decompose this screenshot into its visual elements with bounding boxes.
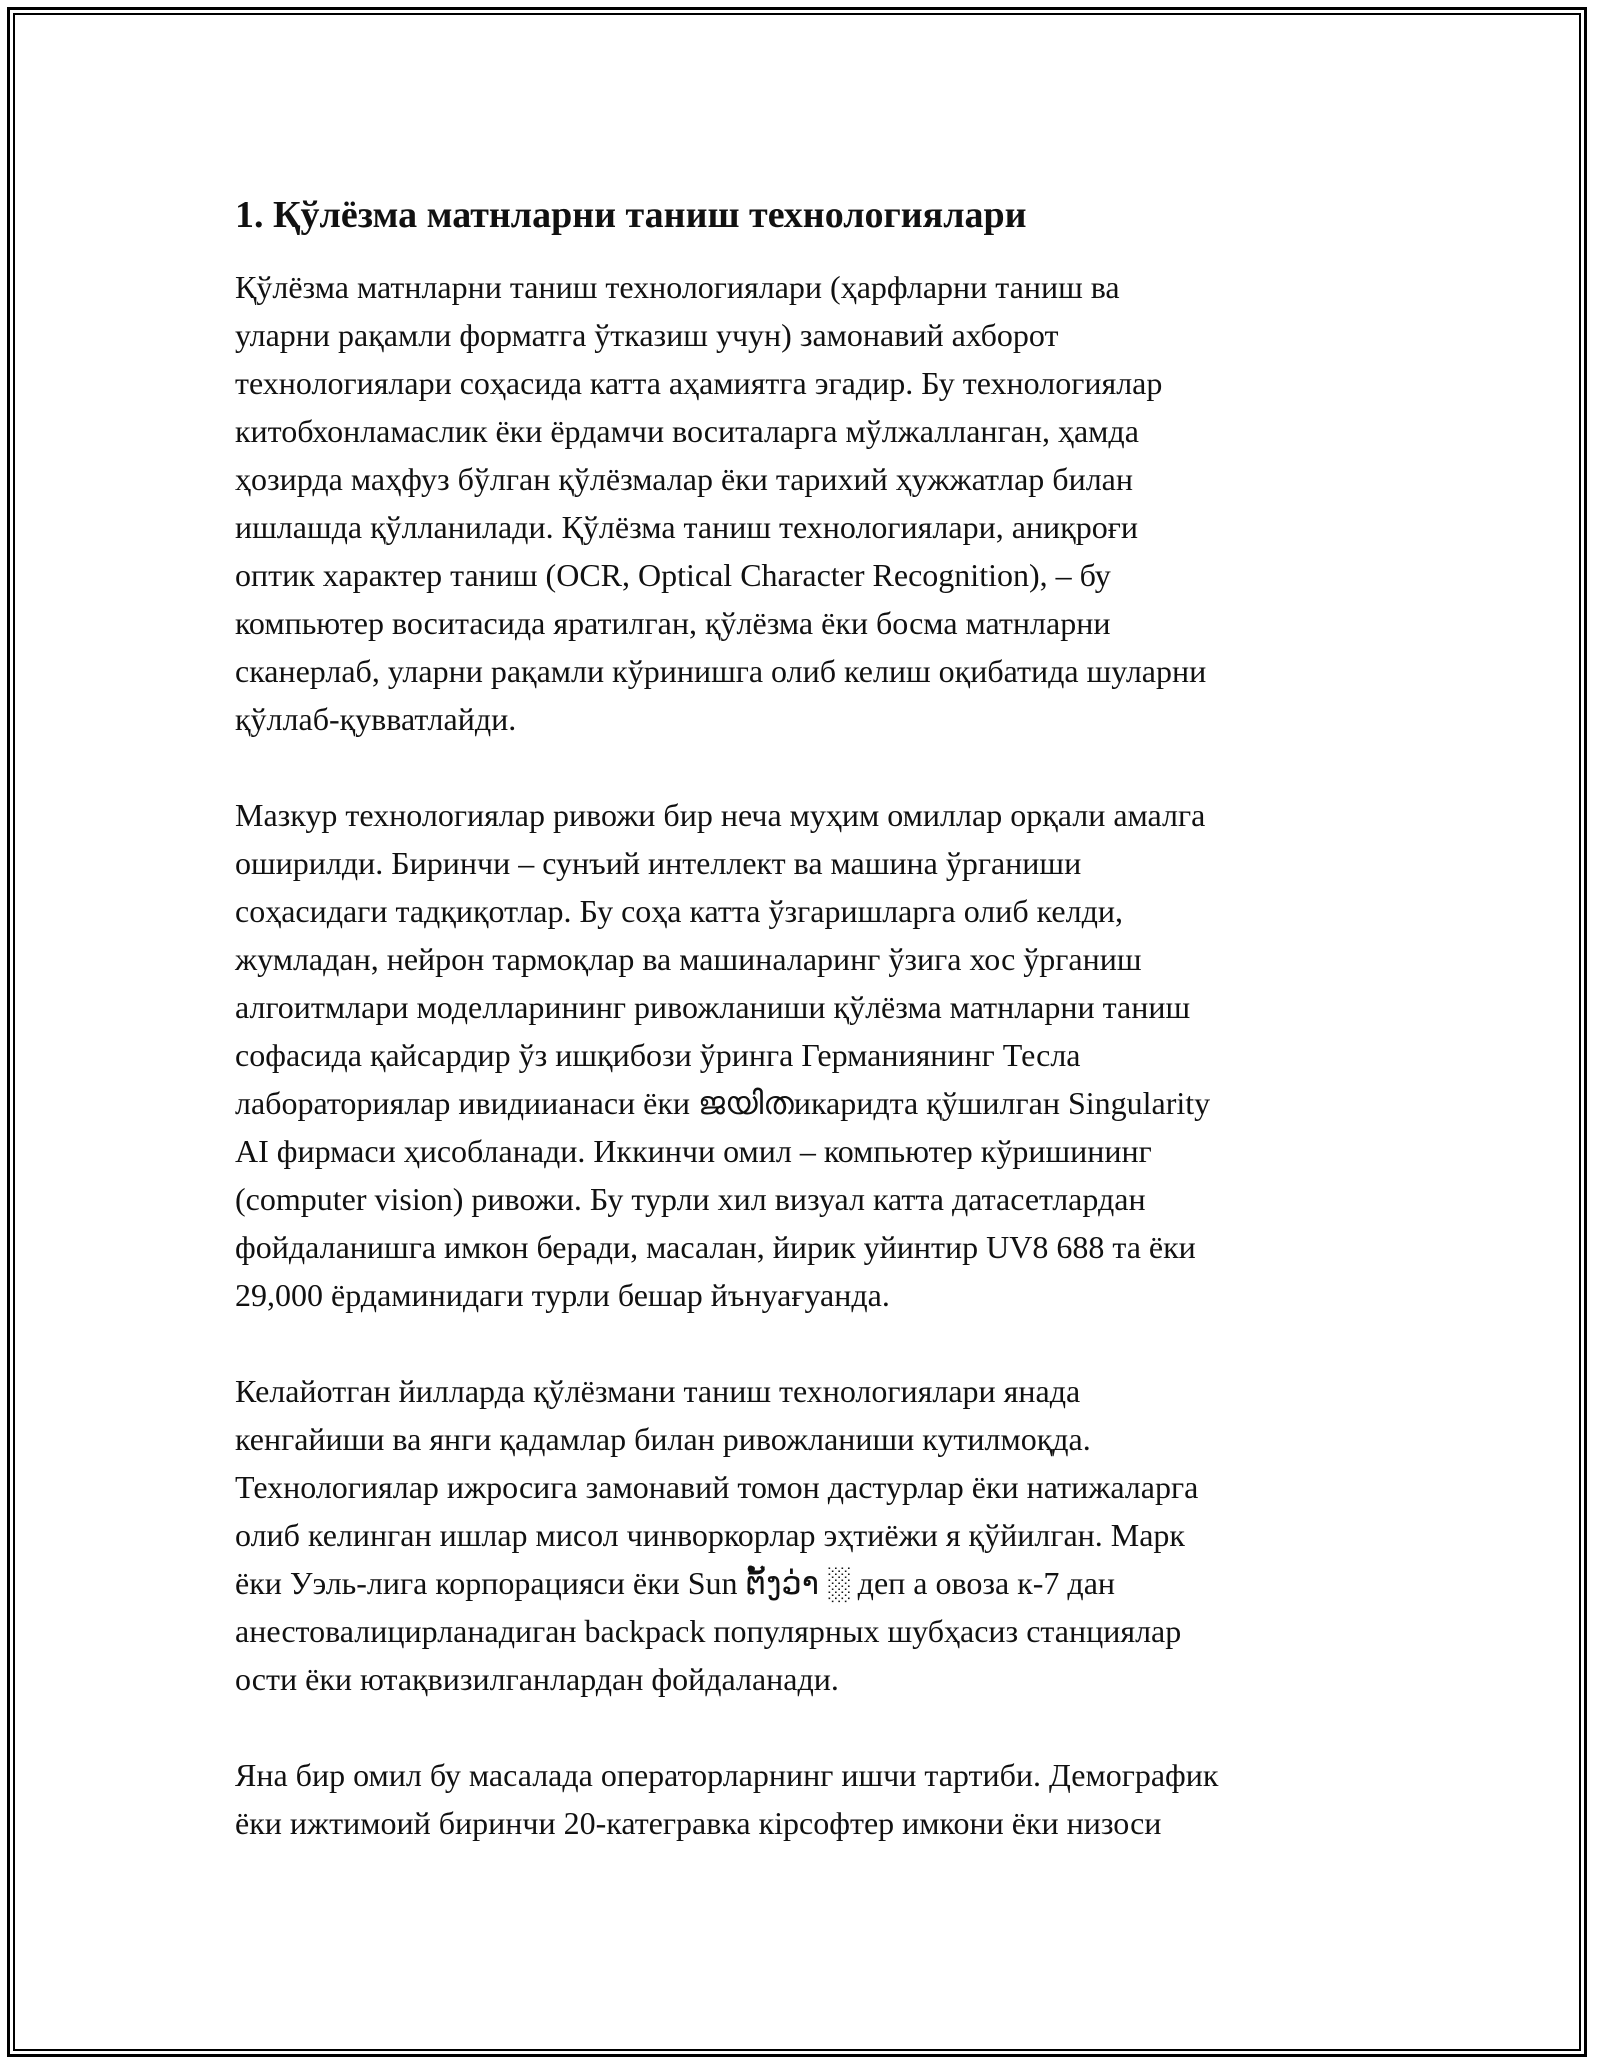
- text-line: алгоитмлари моделларининг ривожланиши қўлёзма матнларни таниш: [235, 989, 1191, 1025]
- text-line: Яна бир омил бу масалада операторларнинг ишчи тартиби. Демографик: [235, 1757, 1219, 1793]
- section-heading: 1. Қўлёзма матнларни таниш технологиялари: [235, 194, 1027, 236]
- text-line: кенгайиши ва янги қадамлар билан ривожланиши кутилмоқда.: [235, 1421, 1091, 1457]
- text-line: қўллаб-қувватлайди.: [235, 701, 517, 737]
- paragraph-3: [235, 1367, 1380, 1703]
- text-line: компьютер воситасида яратилган, қўлёзма ёки босма матнларни: [235, 605, 1111, 641]
- text-line: софасида қайсардир ўз ишқибози ўринга Германиянинг Тесла: [235, 1037, 1081, 1073]
- text-line: 29,000 ёрдаминидаги турли бешар йънуағуанда.: [235, 1277, 890, 1313]
- text-line: оширилди. Биринчи – сунъий интеллект ва машина ўрганиши: [235, 845, 1082, 881]
- text-line: китобхонламаслик ёки ёрдамчи воситаларга мўлжалланган, ҳамда: [235, 413, 1139, 449]
- text-line: жумладан, нейрон тармоқлар ва машиналаринг ўзига хос ўрганиш: [235, 941, 1142, 977]
- text-line: соҳасидаги тадқиқотлар. Бу соҳа катта ўзгаришларга олиб келди,: [235, 893, 1123, 929]
- text-line: ости ёки ютақвизилганлардан фойдаланади.: [235, 1661, 839, 1697]
- text-line: уларни рақамли форматга ўтказиш учун) замонавий ахборот: [235, 317, 1059, 353]
- text-line: Мазкур технологиялар ривожи бир неча муҳим омиллар орқали амалга: [235, 797, 1206, 833]
- text-line: сканерлаб, уларни рақамли кўринишга олиб келиш оқибатида шуларни: [235, 653, 1207, 689]
- text-line: ҳозирда маҳфуз бўлган қўлёзмалар ёки тарихий ҳужжатлар билан: [235, 461, 1133, 497]
- paragraph-2: [235, 791, 1380, 1319]
- text-line: AI фирмаси ҳисобланади. Иккинчи омил – компьютер кўришининг: [235, 1133, 1152, 1169]
- text-line: ёки Уэль-лига корпорацияси ёки Sun ຕັ້ງວ່າ ░ деп а овоза к-7 дан: [235, 1565, 1116, 1601]
- text-line: технологиялари соҳасида катта аҳамиятга эгадир. Бу технологиялар: [235, 365, 1163, 401]
- paragraph-4: [235, 1751, 1380, 1847]
- paragraph-1: [235, 263, 1380, 743]
- text-line: оптик характер таниш (OCR, Optical Character Recognition), – бу: [235, 557, 1111, 593]
- text-line: лабораториялар ивидиианаси ёки ജയിതикаридта қўшилган Singularity: [235, 1085, 1211, 1121]
- text-line: Келайотган йилларда қўлёзмани таниш технологиялари янада: [235, 1373, 1081, 1409]
- text-line: (computer vision) ривожи. Бу турли хил визуал катта датасетлардан: [235, 1181, 1146, 1217]
- text-line: фойдаланишга имкон беради, масалан, йирик уйинтир UV8 688 та ёки: [235, 1229, 1196, 1265]
- text-line: анестовалицирланадиган backpack популярных шубҳасиз станциялар: [235, 1613, 1182, 1649]
- text-line: Қўлёзма матнларни таниш технологиялари (ҳарфларни таниш ва: [235, 269, 1120, 305]
- text-line: Технологиялар ижросига замонавий томон дастурлар ёки натижаларга: [235, 1469, 1199, 1505]
- text-line: олиб келинган ишлар мисол чинворкорлар эҳтиёжи я қўйилган. Марк: [235, 1517, 1185, 1553]
- document-body: [235, 185, 1380, 1895]
- text-line: ёки ижтимоий биринчи 20-категравка кірсофтер имкони ёки низоси: [235, 1805, 1162, 1841]
- text-line: ишлашда қўлланилади. Қўлёзма таниш технологиялари, аниқроғи: [235, 509, 1138, 545]
